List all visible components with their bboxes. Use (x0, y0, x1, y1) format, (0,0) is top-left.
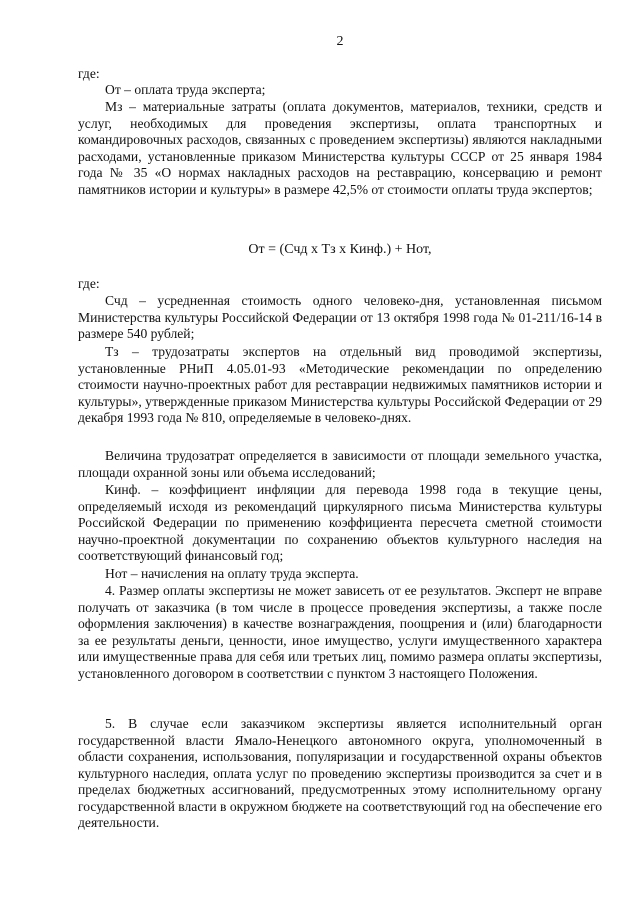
paragraph-5: 5. В случае если заказчиком экспертизы является исполнительный орган государственной власти Ямало-Ненецкого автономного округа, уполномоченный в области сохранения, использования, популяризации и государственной охраны объектов культурного наследия, оплата услуг по проведению экспертизы производится за счет и в пределах бюджетных ассигнований, предусмотренных этому исполнительному органу государственной власти в окружном бюджете на соответствующий год на обеспечение его деятельности. (78, 716, 602, 830)
formula: От = (Счд х Тз х Кинф.) + Нот, (248, 242, 432, 257)
where-label-2: где: (78, 276, 100, 291)
definition-ot: От – оплата труда эксперта; (105, 82, 266, 97)
where-label-1: где: (78, 66, 100, 81)
page-number: 2 (336, 34, 344, 49)
paragraph-velichina: Величина трудозатрат определяется в зависимости от площади земельного участка, площади охранной зоны или объема исследований; (78, 448, 602, 480)
paragraph-4: 4. Размер оплаты экспертизы не может зависеть от ее результатов. Эксперт не вправе получать от заказчика (в том числе в процессе проведения экспертизы, а также после оформления заключения) в качестве вознаграждения, поощрения и (или) благодарности за ее результаты деньги, ценности, иное имущество, услуги имущественного характера или имущественные права для себя или третьих лиц, помимо размера оплаты экспертизы, установленного договором в соответствии с пунктом 3 настоящего Положения. (78, 583, 602, 681)
definition-tz: Тз – трудозатраты экспертов на отдельный вид проводимой экспертизы, установленные РНиП 4.05.01-93 «Методические рекомендации по определению стоимости научно-проектных работ для реставрации недвижимых памятников истории и культуры», утвержденные приказом Министерства культуры Российской Федерации от 29 декабря 1993 года № 810, определяемые в человеко-днях. (78, 344, 602, 425)
definition-mz: Мз – материальные затраты (оплата документов, материалов, техники, средств и услуг, необходимых для проведения экспертизы, оплата транспортных и командировочных расходов, связанных с проведением экспертизы) являются накладными расходами, установленные приказом Министерства культуры СССР от 25 января 1984 года № 35 «О нормах накладных расходов на реставрацию, консервацию и ремонт памятников истории и культуры» в размере 42,5% от стоимости оплаты труда экспертов; (78, 99, 602, 197)
definition-kinf: Кинф. – коэффициент инфляции для перевода 1998 года в текущие цены, определяемый исходя из рекомендаций циркулярного письма Министерства культуры Российской Федерации по применению коэффициента пересчета сметной стоимости научно-проектной документации по сохранению объектов культурного наследия на соответствующий финансовый год; (78, 482, 602, 563)
definition-not: Нот – начисления на оплату труда эксперта. (105, 566, 359, 581)
definition-schd: Счд – усредненная стоимость одного человеко-дня, установленная письмом Министерства культуры Российской Федерации от 13 октября 1998 года № 01-211/16-14 в размере 540 рублей; (78, 293, 602, 341)
